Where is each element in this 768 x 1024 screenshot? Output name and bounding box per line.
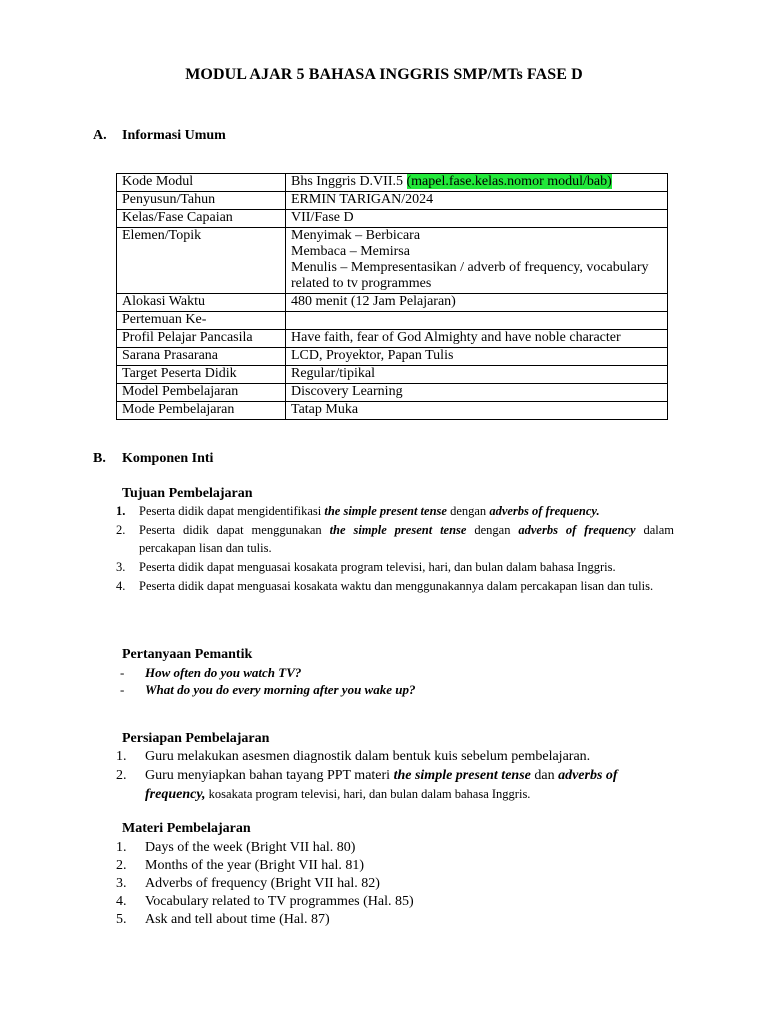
table-row xyxy=(117,366,668,384)
sarana-value: LCD, Proyektor, Papan Tulis xyxy=(286,348,668,366)
sarana-label: Sarana Prasarana xyxy=(117,348,286,366)
question-text: How often do you watch TV? xyxy=(145,665,302,680)
item-number: 1. xyxy=(116,504,126,518)
list-item xyxy=(116,558,674,576)
item-number: 1. xyxy=(116,840,127,855)
list-item xyxy=(116,521,674,557)
section-b-letter: B. xyxy=(93,451,106,466)
section-a-title: Informasi Umum xyxy=(122,128,226,143)
mode-label: Mode Pembelajaran xyxy=(117,402,286,420)
materi-heading: Materi Pembelajaran xyxy=(122,821,251,836)
list-item xyxy=(116,766,676,804)
section-b-title: Komponen Inti xyxy=(122,451,214,466)
table-row xyxy=(117,210,668,228)
item-number: 4. xyxy=(116,894,127,909)
item-text: Adverbs of frequency (Bright VII hal. 82) xyxy=(145,876,380,891)
item-text: Peserta didik dapat menggunakan xyxy=(139,523,330,537)
table-row xyxy=(117,312,668,330)
table-row xyxy=(117,402,668,420)
alokasi-value: 480 menit (12 Jam Pelajaran) xyxy=(286,294,668,312)
list-item xyxy=(116,748,676,766)
table-row xyxy=(117,294,668,312)
table-row xyxy=(117,228,668,294)
item-text: Guru menyiapkan bahan tayang PPT materi xyxy=(145,768,394,783)
document-title: MODUL AJAR 5 BAHASA INGGRIS SMP/MTs FASE D xyxy=(185,66,583,83)
profil-label: Profil Pelajar Pancasila xyxy=(117,330,286,348)
penyusun-value: ERMIN TARIGAN/2024 xyxy=(286,192,668,210)
persiapan-heading: Persiapan Pembelajaran xyxy=(122,731,270,746)
pemantik-list xyxy=(120,664,680,698)
item-number: 1. xyxy=(116,749,127,764)
materi-list xyxy=(116,839,676,929)
tujuan-heading: Tujuan Pembelajaran xyxy=(122,486,253,501)
item-emphasis: the simple present tense xyxy=(393,768,531,783)
item-number: 3. xyxy=(116,560,126,574)
item-text: dengan xyxy=(466,523,519,537)
item-number: 2. xyxy=(116,768,127,783)
item-emphasis: adverbs of frequency, xyxy=(145,768,618,802)
list-item xyxy=(116,911,676,929)
elemen-label: Elemen/Topik xyxy=(117,228,286,294)
item-number: 4. xyxy=(116,579,126,593)
item-text: Vocabulary related to TV programmes (Hal. 85) xyxy=(145,894,414,909)
table-row xyxy=(117,348,668,366)
item-emphasis: adverbs of frequency xyxy=(518,523,636,537)
item-number: 5. xyxy=(116,912,127,927)
pertemuan-label: Pertemuan Ke- xyxy=(117,312,286,330)
list-item xyxy=(116,857,676,875)
item-number: 2. xyxy=(116,523,126,537)
kelas-value: VII/Fase D xyxy=(286,210,668,228)
tujuan-list xyxy=(116,502,674,596)
pemantik-heading: Pertanyaan Pemantik xyxy=(122,647,253,662)
table-row xyxy=(117,174,668,192)
table-row xyxy=(117,384,668,402)
mode-value: Tatap Muka xyxy=(286,402,668,420)
table-row xyxy=(117,330,668,348)
item-text: Peserta didik dapat mengidentifikasi xyxy=(139,504,325,518)
model-value: Discovery Learning xyxy=(286,384,668,402)
kode-modul-value: Bhs Inggris D.VII.5 xyxy=(291,174,403,189)
elemen-line-3: Menulis – Mempresentasikan / adverb of frequency, vocabulary related to tv programmes xyxy=(291,260,649,291)
item-number: 3. xyxy=(116,876,127,891)
alokasi-label: Alokasi Waktu xyxy=(117,294,286,312)
info-table xyxy=(116,173,668,420)
item-emphasis: the simple present tense xyxy=(329,523,467,537)
elemen-line-2: Membaca – Memirsa xyxy=(291,244,410,259)
kode-modul-value-cell xyxy=(286,174,668,192)
target-value: Regular/tipikal xyxy=(286,366,668,384)
item-text: dalam percakapan lisan dan tulis. xyxy=(139,523,674,555)
kode-modul-label: Kode Modul xyxy=(117,174,286,192)
elemen-line-1: Menyimak – Berbicara xyxy=(291,228,421,243)
dash-bullet: - xyxy=(120,665,125,680)
item-text: Ask and tell about time (Hal. 87) xyxy=(145,912,330,927)
item-number: 2. xyxy=(116,858,127,873)
item-text: Days of the week (Bright VII hal. 80) xyxy=(145,840,356,855)
section-a-heading xyxy=(93,128,226,144)
pertemuan-value xyxy=(286,312,668,330)
list-item xyxy=(116,577,674,595)
section-b-heading xyxy=(93,451,213,467)
item-text: kosakata program televisi, hari, dan bulan dalam bahasa Inggris. xyxy=(205,787,531,801)
profil-value: Have faith, fear of God Almighty and have noble character xyxy=(286,330,668,348)
table-row xyxy=(117,192,668,210)
item-text: Peserta didik dapat menguasai kosakata waktu dan menggunakannya dalam percakapan lisan dan tulis. xyxy=(139,579,654,593)
list-item xyxy=(116,893,676,911)
dash-bullet: - xyxy=(120,682,125,697)
section-a-letter: A. xyxy=(93,128,107,143)
list-item xyxy=(116,875,676,893)
list-item xyxy=(116,839,676,857)
penyusun-label: Penyusun/Tahun xyxy=(117,192,286,210)
list-item xyxy=(120,664,680,681)
item-emphasis: the simple present tense xyxy=(324,504,447,518)
elemen-value-cell xyxy=(286,228,668,294)
question-text: What do you do every morning after you wake up? xyxy=(145,682,416,697)
item-text: Peserta didik dapat menguasai kosakata program televisi, hari, dan bulan dalam bahasa Inggris. xyxy=(139,560,616,574)
item-text: dengan xyxy=(446,504,490,518)
list-item xyxy=(120,681,680,698)
item-text: dan xyxy=(530,768,559,783)
item-emphasis: adverbs of frequency. xyxy=(489,504,600,518)
target-label: Target Peserta Didik xyxy=(117,366,286,384)
kelas-label: Kelas/Fase Capaian xyxy=(117,210,286,228)
kode-modul-highlight: (mapel.fase.kelas.nomor modul/bab) xyxy=(406,174,612,189)
model-label: Model Pembelajaran xyxy=(117,384,286,402)
persiapan-list xyxy=(116,748,676,804)
list-item xyxy=(116,502,674,520)
item-text: Guru melakukan asesmen diagnostik dalam bentuk kuis sebelum pembelajaran. xyxy=(145,749,591,764)
item-text: Months of the year (Bright VII hal. 81) xyxy=(145,858,365,873)
